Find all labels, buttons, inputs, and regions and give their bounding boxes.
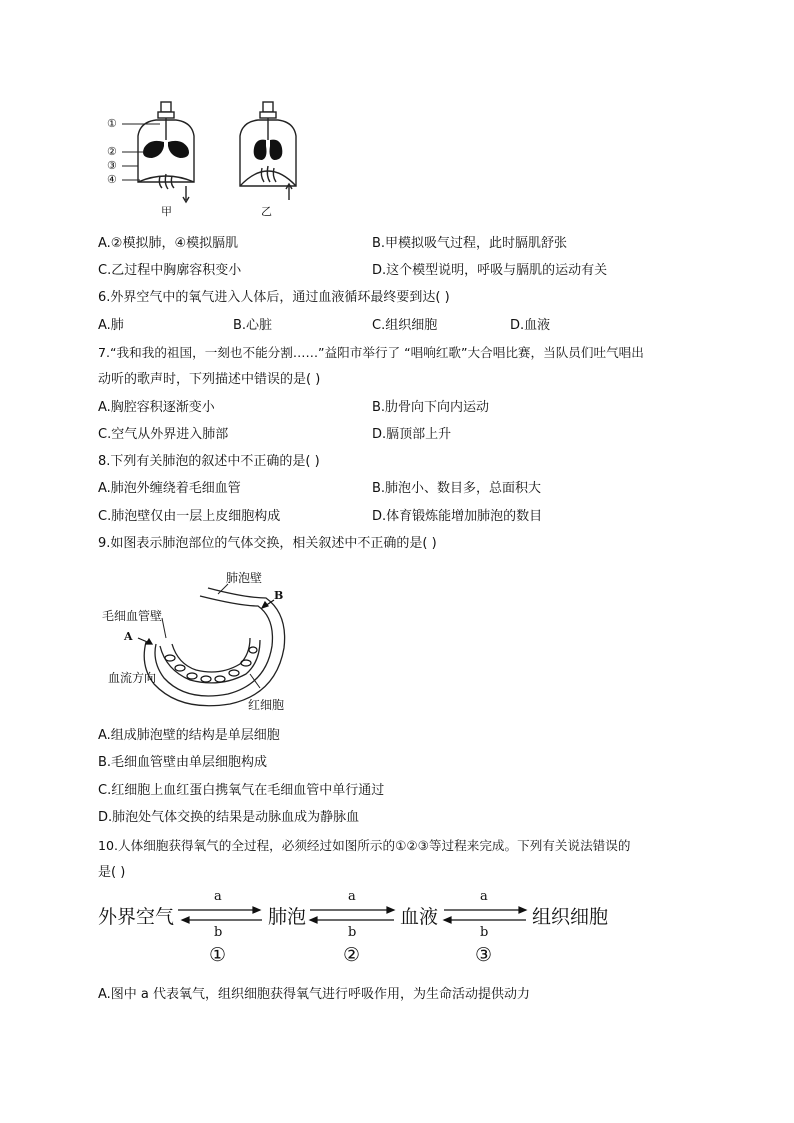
arrow-label-a-3: a <box>480 889 488 904</box>
q6-option-c: C.组织细胞 <box>372 318 438 333</box>
q7-stem-line1: 7.“我和我的祖国，一刻也不能分割……”益阳市举行了 “唱响红歌”大合唱比赛，当队员们吐气唱出 <box>98 345 644 360</box>
q9-option-a: A.组成肺泡壁的结构是单层细胞 <box>98 728 280 743</box>
step-2: ② <box>343 944 361 966</box>
q9-option-d: D.肺泡处气体交换的结果是动脉血成为静脉血 <box>98 810 360 825</box>
lungs-right <box>254 140 283 160</box>
q7-stem-line2: 动听的歌声时，下列描述中错误的是( ) <box>98 372 321 387</box>
bell-jar-figure <box>100 96 315 226</box>
q8-option-c: C.肺泡壁仅由一层上皮细胞构成 <box>98 509 281 524</box>
jar-right <box>240 102 296 200</box>
bell-jar-svg <box>100 96 315 226</box>
label-b: B <box>274 589 284 602</box>
q6-option-a: A.肺 <box>98 318 124 333</box>
q8-stem: 8.下列有关肺泡的叙述中不正确的是( ) <box>98 454 320 469</box>
alveolus-figure <box>100 566 300 716</box>
q5-option-c: C.乙过程中胸廓容积变小 <box>98 263 242 278</box>
q10-option-a: A.图中 a 代表氧气，组织细胞获得氧气进行呼吸作用，为生命活动提供动力 <box>98 987 531 1002</box>
arrow-label-a-2: a <box>348 889 356 904</box>
label-flow-direction: 血流方向 <box>108 671 157 685</box>
label-1: ① <box>107 117 117 130</box>
step-1: ① <box>209 944 227 966</box>
q8-option-d: D.体育锻炼能增加肺泡的数目 <box>372 509 543 524</box>
arrow-label-b-3: b <box>480 925 489 940</box>
q5-option-a: A.②模拟肺，④模拟膈肌 <box>98 236 239 251</box>
label-capillary-wall: 毛细血管壁 <box>102 609 163 623</box>
q6-option-b: B.心脏 <box>233 318 273 333</box>
label-rbc: 红细胞 <box>248 698 285 712</box>
q8-option-a: A.肺泡外缠绕着毛细血管 <box>98 481 241 496</box>
arrow-label-b-1: b <box>214 925 223 940</box>
label-3: ③ <box>107 159 117 172</box>
lungs-left <box>143 141 189 158</box>
q9-option-c: C.红细胞上血红蛋白携氧气在毛细血管中单行通过 <box>98 783 385 798</box>
caption-jia: 甲 <box>161 205 172 218</box>
red-blood-cells <box>165 647 257 682</box>
q8-option-b: B.肺泡小、数目多，总面积大 <box>372 481 542 496</box>
arrow-label-b-2: b <box>348 925 357 940</box>
q9-option-b: B.毛细血管壁由单层细胞构成 <box>98 755 268 770</box>
label-alveolar-wall: 肺泡壁 <box>226 571 263 585</box>
q7-option-b: B.肋骨向下向内运动 <box>372 400 490 415</box>
q9-stem: 9.如图表示肺泡部位的气体交换，相关叙述中不正确的是( ) <box>98 536 437 551</box>
q10-stem-line2: 是( ) <box>98 865 126 880</box>
q6-stem: 6.外界空气中的氧气进入人体后，通过血液循环最终要到达( ) <box>98 290 450 305</box>
step-3: ③ <box>475 944 493 966</box>
q7-option-a: A.胸腔容积逐渐变小 <box>98 400 215 415</box>
q6-option-d: D.血液 <box>510 318 551 333</box>
q7-option-c: C.空气从外界进入肺部 <box>98 427 229 442</box>
node-tissue-cells: 组织细胞 <box>532 906 609 928</box>
node-alveolus: 肺泡 <box>268 906 307 928</box>
q10-stem-line1: 10.人体细胞获得氧气的全过程，必须经过如图所示的①②③等过程来完成。下列有关说法错误的 <box>98 838 631 853</box>
q5-option-d: D.这个模型说明，呼吸与膈肌的运动有关 <box>372 263 608 278</box>
q5-option-b: B.甲模拟吸气过程，此时膈肌舒张 <box>372 236 568 251</box>
node-blood: 血液 <box>400 906 439 928</box>
label-2: ② <box>107 145 117 158</box>
node-outside-air: 外界空气 <box>98 906 175 928</box>
caption-yi: 乙 <box>261 205 272 218</box>
oxygen-process-diagram <box>96 888 616 970</box>
label-4: ④ <box>107 173 117 186</box>
arrow-label-a-1: a <box>214 889 222 904</box>
q7-option-d: D.膈顶部上升 <box>372 427 452 442</box>
label-a: A <box>124 630 133 643</box>
